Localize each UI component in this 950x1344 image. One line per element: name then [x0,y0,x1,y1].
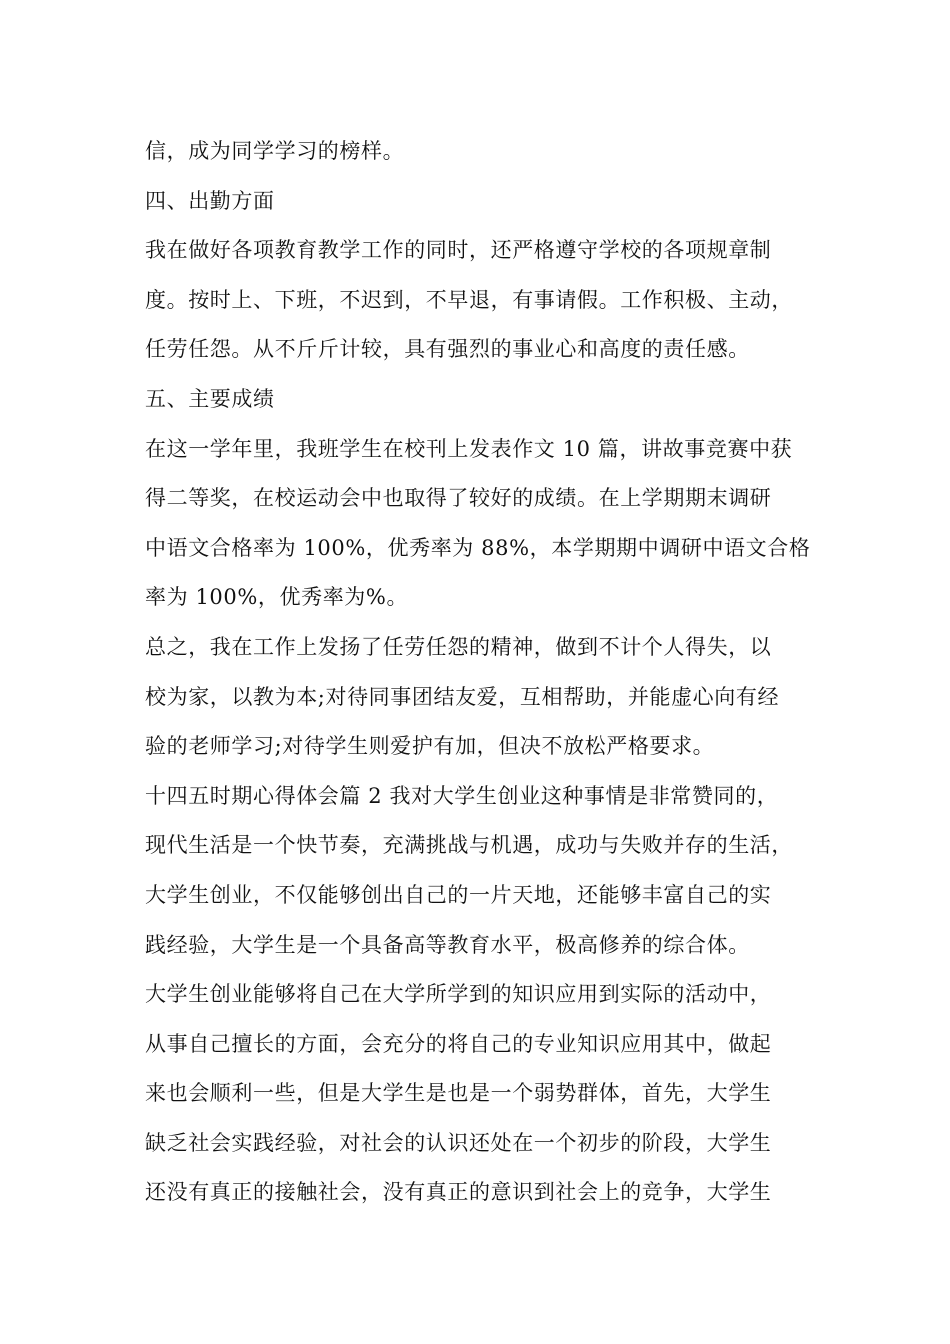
text-line: 现代生活是一个快节奏，充满挑战与机遇，成功与失败并存的生活， [145,833,793,858]
text-line: 任劳任怨。从不斤斤计较，具有强烈的事业心和高度的责任感。 [145,337,750,362]
text-line: 来也会顺利一些，但是大学生是也是一个弱势群体，首先，大学生 [145,1081,772,1106]
text-line: 在这一学年里，我班学生在校刊上发表作文 10 篇，讲故事竞赛中获 [145,436,793,461]
text-line: 还没有真正的接触社会，没有真正的意识到社会上的竞争，大学生 [145,1180,772,1205]
text-line: 我在做好各项教育教学工作的同时，还严格遵守学校的各项规章制 [145,238,772,263]
text-line: 十四五时期心得体会篇 2 我对大学生创业这种事情是非常赞同的， [145,783,779,808]
section-heading-achievements: 五、主要成绩 [145,386,275,411]
text-line: 信，成为同学学习的榜样。 [145,139,405,163]
text-line: 校为家，以教为本;对待同事团结友爱，互相帮助，并能虚心向有经 [145,684,780,709]
text-line: 大学生创业，不仅能够创出自己的一片天地，还能够丰富自己的实 [145,882,772,907]
text-line: 总之，我在工作上发扬了任劳任怨的精神，做到不计个人得失，以 [145,634,772,659]
text-line: 度。按时上、下班，不迟到，不早退，有事请假。工作积极、主动， [145,287,793,312]
document-body [145,127,830,1218]
text-line: 得二等奖，在校运动会中也取得了较好的成绩。在上学期期末调研 [145,486,772,511]
text-line: 从事自己擅长的方面，会充分的将自己的专业知识应用其中，做起 [145,1031,772,1056]
text-line: 率为 100%，优秀率为%。 [145,585,409,610]
text-line: 验的老师学习;对待学生则爱护有加，但决不放松严格要求。 [145,734,715,759]
text-line: 大学生创业能够将自己在大学所学到的知识应用到实际的活动中， [145,982,772,1007]
section-heading-attendance: 四、出勤方面 [145,188,275,213]
text-line: 践经验，大学生是一个具备高等教育水平，极高修养的综合体。 [145,932,750,957]
text-line: 缺乏社会实践经验，对社会的认识还处在一个初步的阶段，大学生 [145,1130,772,1155]
text-line: 中语文合格率为 100%，优秀率为 88%，本学期期中调研中语文合格 [145,535,811,560]
